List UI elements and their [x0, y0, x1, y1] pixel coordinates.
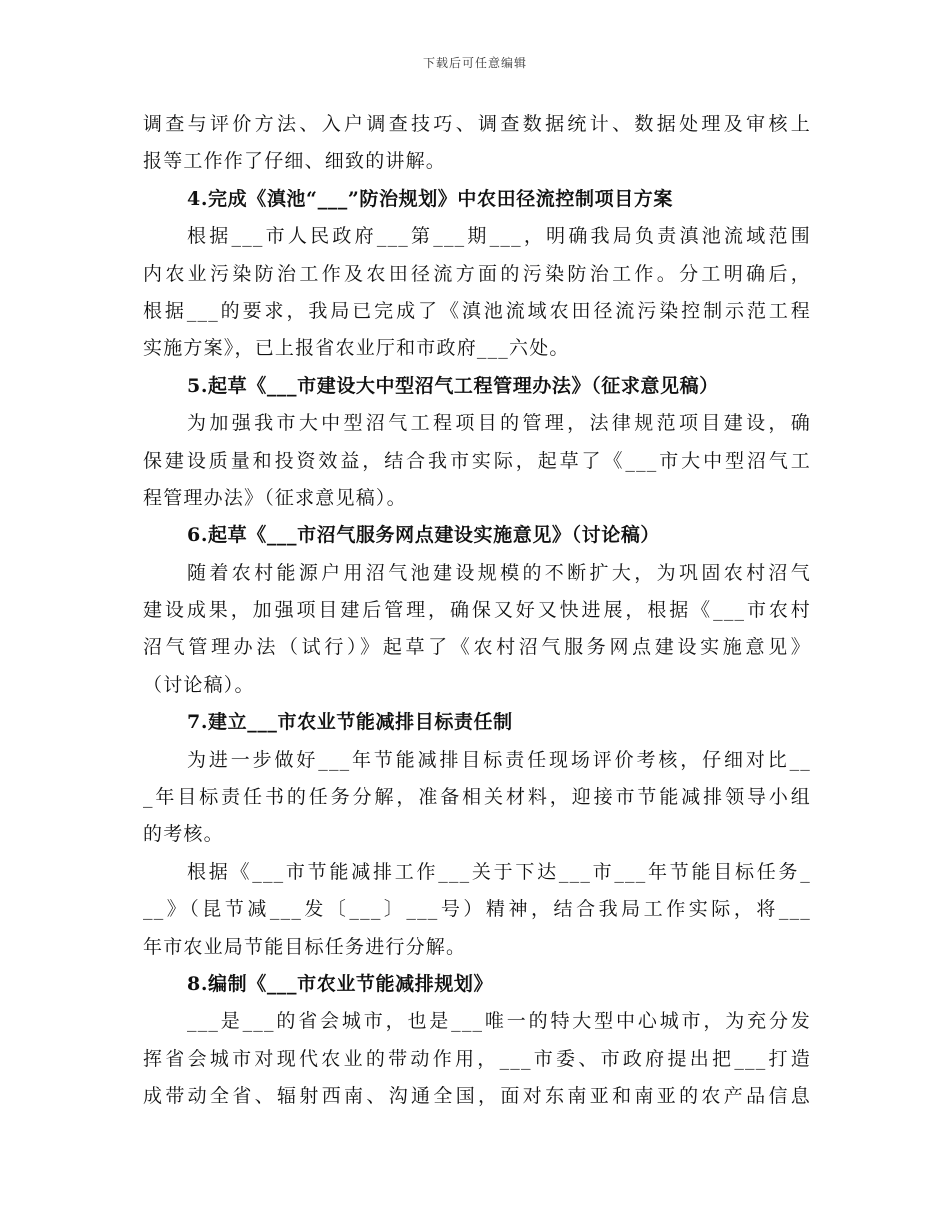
paragraph [143, 218, 811, 368]
page-header-watermark: 下载后可任意编辑 [422, 56, 527, 70]
document-body [143, 106, 811, 1116]
paragraph-line: 调查与评价方法、入户调查技巧、调查数据统计、数据处理及审核上 [143, 113, 811, 135]
paragraph-line: 程管理办法》（征求意见稿）。 [143, 486, 407, 509]
paragraph-line: __》（昆节减___发〔___〕___号）精神，结合我局工作实际，将___ [143, 898, 811, 921]
paragraph-line: 根据《___市节能减排工作___关于下达___市___年节能目标任务_ [187, 860, 811, 883]
paragraph-line: 为进一步做好___年节能减排目标责任现场评价考核，仔细对比__ [187, 748, 811, 771]
section-heading: 6.起草《___市沼气服务网点建设实施意见》（讨论稿） [187, 524, 661, 547]
paragraph-line: 建设成果，加强项目建后管理，确保又好又快进展，根据《___市农村 [143, 599, 811, 622]
paragraph-line: 为加强我市大中型沼气工程项目的管理，法律规范项目建设，确 [187, 412, 811, 435]
section-heading: 7.建立___市农业节能减排目标责任制 [187, 711, 513, 734]
section-heading: 8.编制《___市农业节能减排规划》 [187, 972, 494, 995]
paragraph [143, 405, 811, 517]
paragraph-line: 沼气管理办法（试行）》起草了《农村沼气服务网点建设实施意见》 [143, 636, 811, 659]
paragraph-line: 挥省会城市对现代农业的带动作用，___市委、市政府提出把___打造 [143, 1047, 811, 1070]
paragraph-line: ___是___的省会城市，也是___唯一的特大型中心城市，为充分发 [187, 1010, 811, 1033]
paragraph [143, 1003, 811, 1115]
paragraph-line: 报等工作作了仔细、细致的讲解。 [143, 150, 447, 173]
paragraph-line: 年市农业局节能目标任务进行分解。 [143, 935, 467, 958]
paragraph-line: 根据___的要求，我局已完成了《滇池流域农田径流污染控制示范工程 [143, 299, 811, 322]
paragraph [143, 555, 811, 705]
paragraph-line: 实施方案》，已上报省农业厅和市政府___六处。 [143, 337, 570, 360]
paragraph [143, 854, 811, 966]
section-heading: 5.起草《___市建设大中型沼气工程管理办法》（征求意见稿） [187, 374, 719, 397]
paragraph-line: 根据___市人民政府___第___期___，明确我局负责滇池流域范围 [187, 225, 811, 248]
section-heading: 4.完成《滇池“___”防治规划》中农田径流控制项目方案 [187, 187, 673, 210]
paragraph-line: 保建设质量和投资效益，结合我市实际，起草了《___市大中型沼气工 [143, 449, 811, 472]
paragraph-line: （讨论稿）。 [143, 673, 255, 696]
paragraph [143, 106, 811, 181]
paragraph-line: 成带动全省、辐射西南、沟通全国，面对东南亚和南亚的农产品信息 [143, 1085, 811, 1108]
paragraph-line: 的考核。 [143, 823, 224, 846]
paragraph-line: _年目标责任书的任务分解，准备相关材料，迎接市节能减排领导小组 [143, 786, 811, 809]
paragraph [143, 742, 811, 854]
paragraph-line: 随着农村能源户用沼气池建设规模的不断扩大，为巩固农村沼气 [187, 561, 811, 584]
paragraph-line: 内农业污染防治工作及农田径流方面的污染防治工作。分工明确后， [143, 262, 811, 285]
